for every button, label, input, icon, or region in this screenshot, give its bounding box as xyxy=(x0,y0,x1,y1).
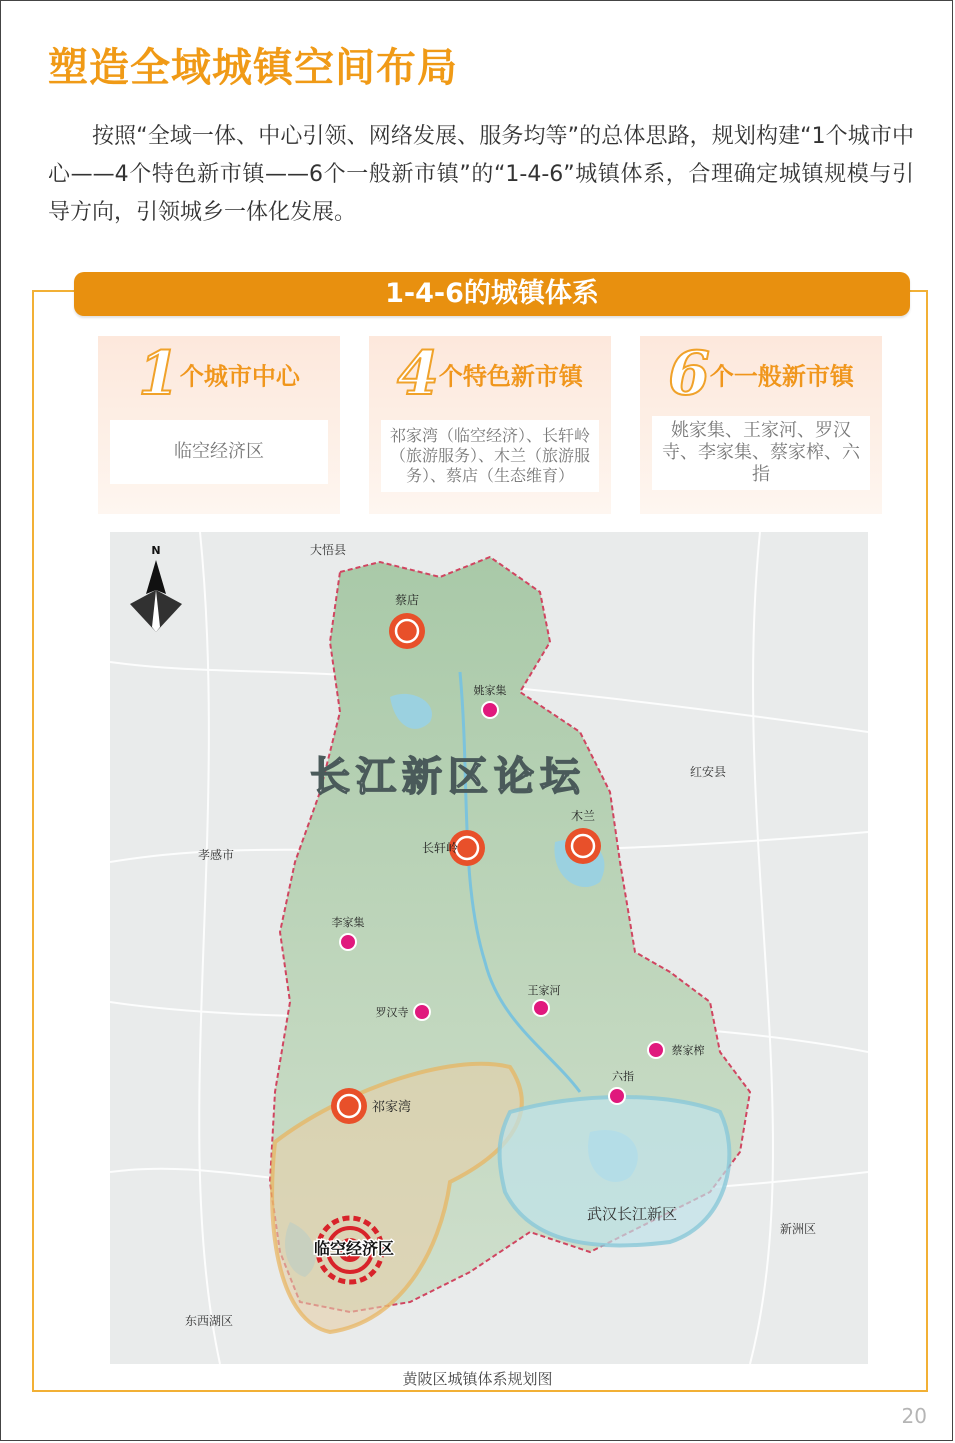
card-number: 1 xyxy=(138,339,180,409)
town-marker-liuzhi xyxy=(609,1088,625,1104)
north-label: N xyxy=(151,544,161,557)
town-label: 六指 xyxy=(612,1070,634,1083)
card-body: 祁家湾（临空经济）、长轩岭（旅游服务）、木兰（旅游服务）、蔡店（生态维育） xyxy=(381,420,599,492)
neighbor-label: 孝感市 xyxy=(198,848,235,862)
card-title: 个城市中心 xyxy=(179,362,300,391)
section-banner: 1-4-6的城镇体系 xyxy=(74,272,910,316)
neighbor-label: 大悟县 xyxy=(310,543,347,557)
card-special-towns xyxy=(369,336,611,514)
town-marker-wangjiahe xyxy=(533,1000,549,1016)
changjiang-new-area xyxy=(500,1097,730,1245)
town-marker-yaojiaji xyxy=(482,702,498,718)
card-title: 个特色新市镇 xyxy=(438,362,583,391)
map-watermark: 长江新区论坛 xyxy=(310,753,586,800)
page-number: 20 xyxy=(901,1404,927,1428)
city-center-label: 临空经济区 xyxy=(313,1239,395,1258)
town-label: 木兰 xyxy=(570,809,596,823)
card-body: 临空经济区 xyxy=(110,420,328,484)
neighbor-label: 新洲区 xyxy=(780,1222,817,1236)
town-label: 李家集 xyxy=(331,916,365,929)
card-general-towns xyxy=(640,336,882,514)
card-body: 姚家集、王家河、罗汉寺、李家集、蔡家榨、六指 xyxy=(652,416,870,490)
town-label: 蔡家榨 xyxy=(671,1044,705,1057)
card-city-center xyxy=(98,336,340,514)
town-label: 长轩岭 xyxy=(422,841,459,855)
neighbor-label: 东西湖区 xyxy=(185,1314,234,1328)
town-system-map xyxy=(110,532,868,1364)
town-label: 罗汉寺 xyxy=(375,1006,409,1019)
card-number: 4 xyxy=(397,339,439,409)
town-label: 祁家湾 xyxy=(372,1100,412,1115)
page-heading: 塑造全域城镇空间布局 xyxy=(48,45,458,91)
card-number: 6 xyxy=(668,339,710,409)
town-label: 姚家集 xyxy=(473,684,507,697)
new-area-label: 武汉长江新区 xyxy=(586,1205,678,1223)
intro-paragraph: 按照“全域一体、中心引领、网络发展、服务均等”的总体思路，规划构建“1个城市中心——4个特色新市镇——6个一般新市镇”的“1-4-6”城镇体系，合理确定城镇规模与引导方向，引领城乡一体化发展。 xyxy=(48,124,914,225)
town-label: 王家河 xyxy=(527,984,561,997)
card-title: 个一般新市镇 xyxy=(709,362,854,391)
town-label: 蔡店 xyxy=(394,593,420,607)
map-caption: 黄陂区城镇体系规划图 xyxy=(402,1370,553,1388)
town-marker-caijiazha xyxy=(648,1042,664,1058)
town-marker-luohansi xyxy=(414,1004,430,1020)
neighbor-label: 红安县 xyxy=(690,765,727,779)
town-marker-lijiaji xyxy=(340,934,356,950)
